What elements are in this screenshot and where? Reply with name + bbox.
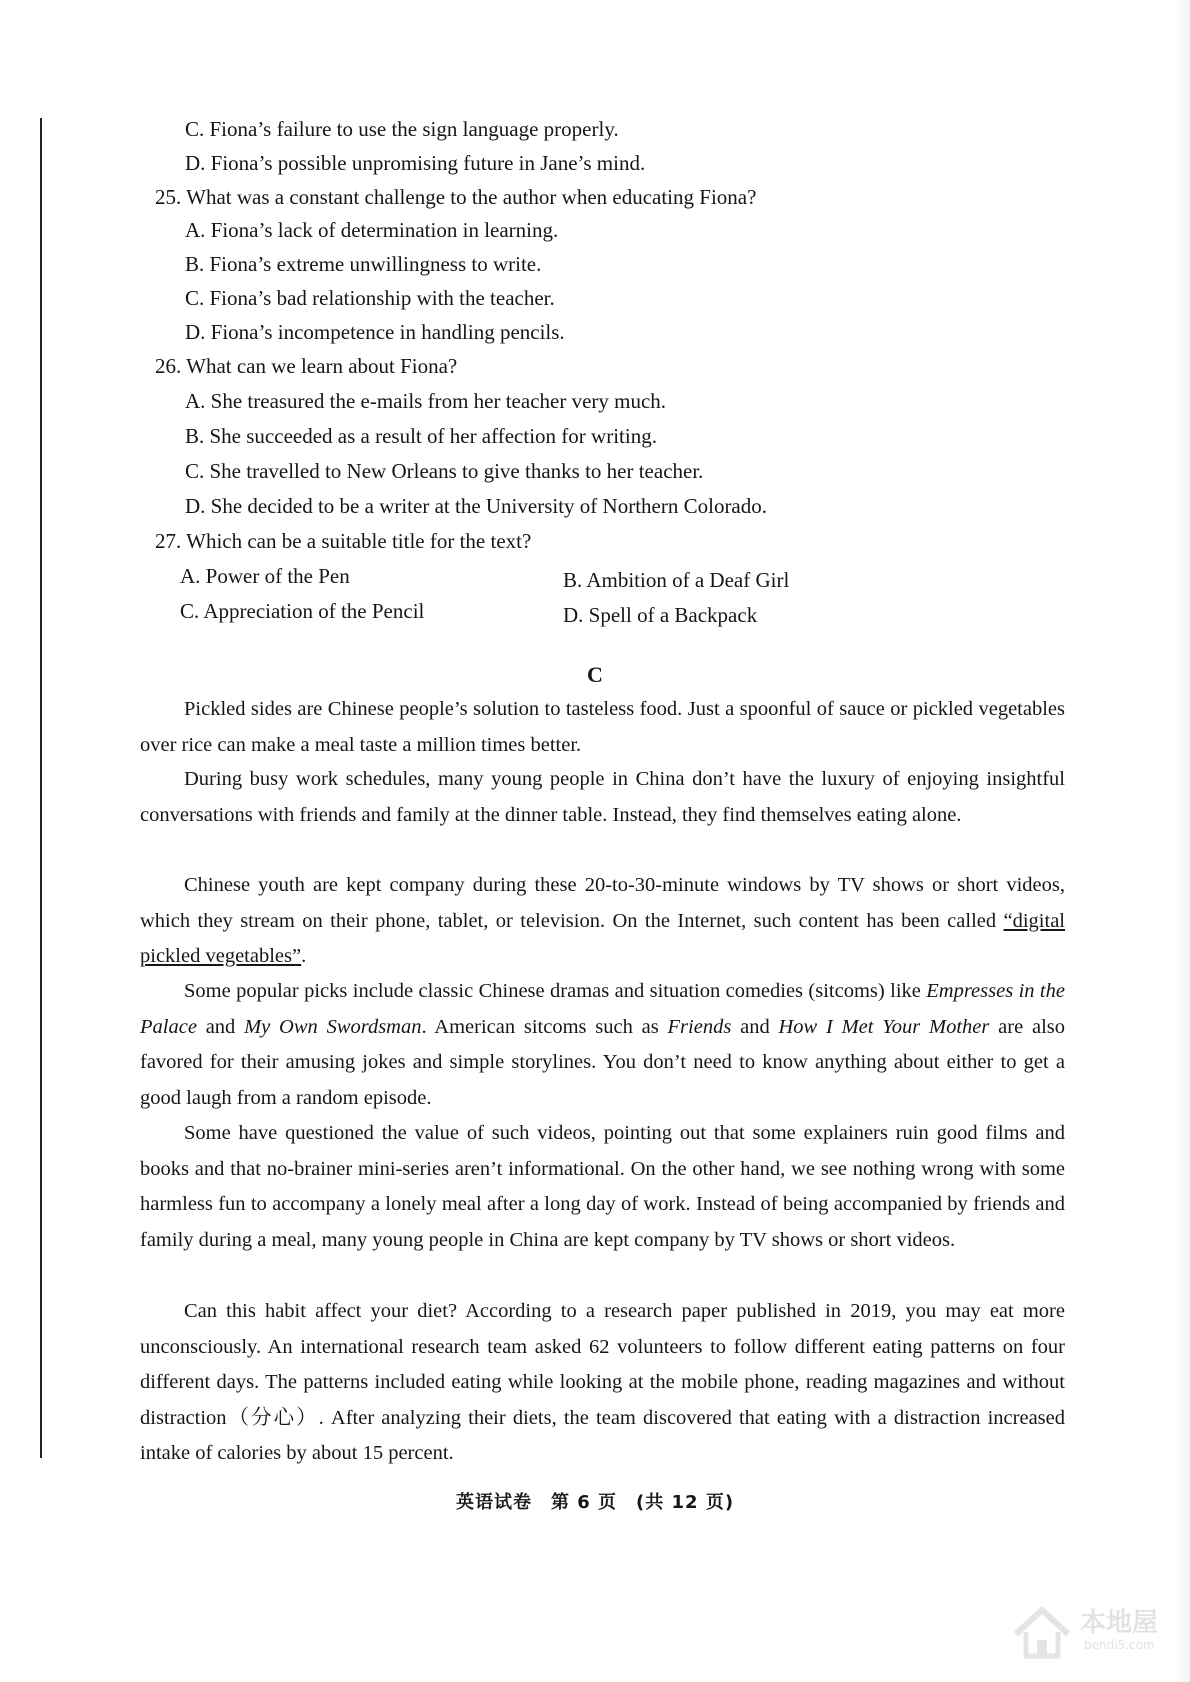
q25-option-c: C. Fiona’s bad relationship with the teacher. <box>185 286 555 310</box>
q26-option-d: D. She decided to be a writer at the University of Northern Colorado. <box>185 494 768 518</box>
house-logo-icon <box>1010 1600 1074 1664</box>
passage-paragraph-5: Some have questioned the value of such videos, pointing out that some explainers ruin good films and books and that no-brainer mini-series aren’t informational. On the other hand, we see nothing wrong with some harmless fun to accompany a lonely meal after a long day of work. Instead of being accompanied by friends and family during a meal, many young people in China are kept company by TV shows or short videos. <box>140 1122 1065 1251</box>
q26-stem: 26. What can we learn about Fiona? <box>155 354 458 378</box>
title-how-i-met-your-mother: How I Met Your Mother <box>778 1015 990 1038</box>
p4-text-d: and <box>731 1015 779 1038</box>
q24-option-c: C. Fiona’s failure to use the sign language properly. <box>185 117 619 141</box>
q27-stem: 27. Which can be a suitable title for the text? <box>155 529 532 553</box>
passage-paragraph-1: Pickled sides are Chinese people’s solution to tasteless food. Just a spoonful of sauce or pickled vegetables over rice can make a meal taste a million times better. <box>140 698 1065 756</box>
q25-stem: 25. What was a constant challenge to the author when educating Fiona? <box>155 185 757 209</box>
watermark-text: 本地屋 <box>1080 1608 1159 1638</box>
p4-text-c: . American sitcoms such as <box>421 1015 668 1038</box>
page-footer: 英语试卷 第 6 页 (共 12 页) <box>455 1492 735 1513</box>
q27-option-a: A. Power of the Pen <box>180 564 350 588</box>
p3-text-b: . <box>301 945 307 967</box>
q24-option-d: D. Fiona’s possible unpromising future in Jane’s mind. <box>185 151 646 175</box>
passage-paragraph-2: During busy work schedules, many young people in China don’t have the luxury of enjoying insightful conversations with friends and family at the dinner table. Instead, they find themselves eating alone. <box>140 768 1065 826</box>
watermark <box>1010 1596 1170 1666</box>
q25-option-b: B. Fiona’s extreme unwillingness to write. <box>185 252 542 276</box>
p4-text-a: Some popular picks include classic Chinese dramas and situation comedies (sitcoms) like <box>184 980 927 1002</box>
p4-text-b: and <box>196 1015 245 1038</box>
passage-paragraph-3 <box>140 868 1065 975</box>
title-friends: Friends <box>667 1015 732 1038</box>
section-title: C <box>587 662 603 687</box>
q26-option-c: C. She travelled to New Orleans to give thanks to her teacher. <box>185 459 704 483</box>
p4-text-e: are also favored for their amusing jokes and simple storylines. You don’t need to know anything about either to get a good laugh from a random episode. <box>140 1015 1066 1109</box>
q27-option-c: C. Appreciation of the Pencil <box>180 599 425 623</box>
watermark-url: bendi5.com <box>1084 1638 1155 1652</box>
q27-option-d: D. Spell of a Backpack <box>563 603 758 627</box>
title-empresses-in-the-palace: Empresses in the Palace <box>140 980 1065 1038</box>
p3-text-a: Chinese youth are kept company during these 20-to-30-minute windows by TV shows or short videos, which they stream on their phone, tablet, or television. On the Internet, such content has been called <box>140 874 1065 932</box>
scan-edge <box>1172 0 1190 1682</box>
q27-option-b: B. Ambition of a Deaf Girl <box>563 568 790 592</box>
q25-option-d: D. Fiona’s incompetence in handling pencils. <box>185 320 565 344</box>
binding-margin-line <box>40 118 42 1458</box>
underlined-phrase: “digital pickled vegetables” <box>140 909 1065 967</box>
passage-paragraph-4 <box>140 974 1065 1116</box>
passage-paragraph-6: Can this habit affect your diet? According to a research paper published in 2019, you may eat more unconsciously. An international research team asked 62 volunteers to follow different eating patterns on four different days. The patterns included eating while looking at the mobile phone, reading magazines and without distraction（分心）. After analyzing their diets, the team discovered that eating with a distraction increased intake of calories by about 15 percent. <box>140 1300 1065 1464</box>
title-my-own-swordsman: My Own Swordsman <box>244 1015 422 1038</box>
q26-option-b: B. She succeeded as a result of her affection for writing. <box>185 424 657 448</box>
q25-option-a: A. Fiona’s lack of determination in learning. <box>185 218 559 242</box>
q26-option-a: A. She treasured the e-mails from her teacher very much. <box>185 389 667 413</box>
